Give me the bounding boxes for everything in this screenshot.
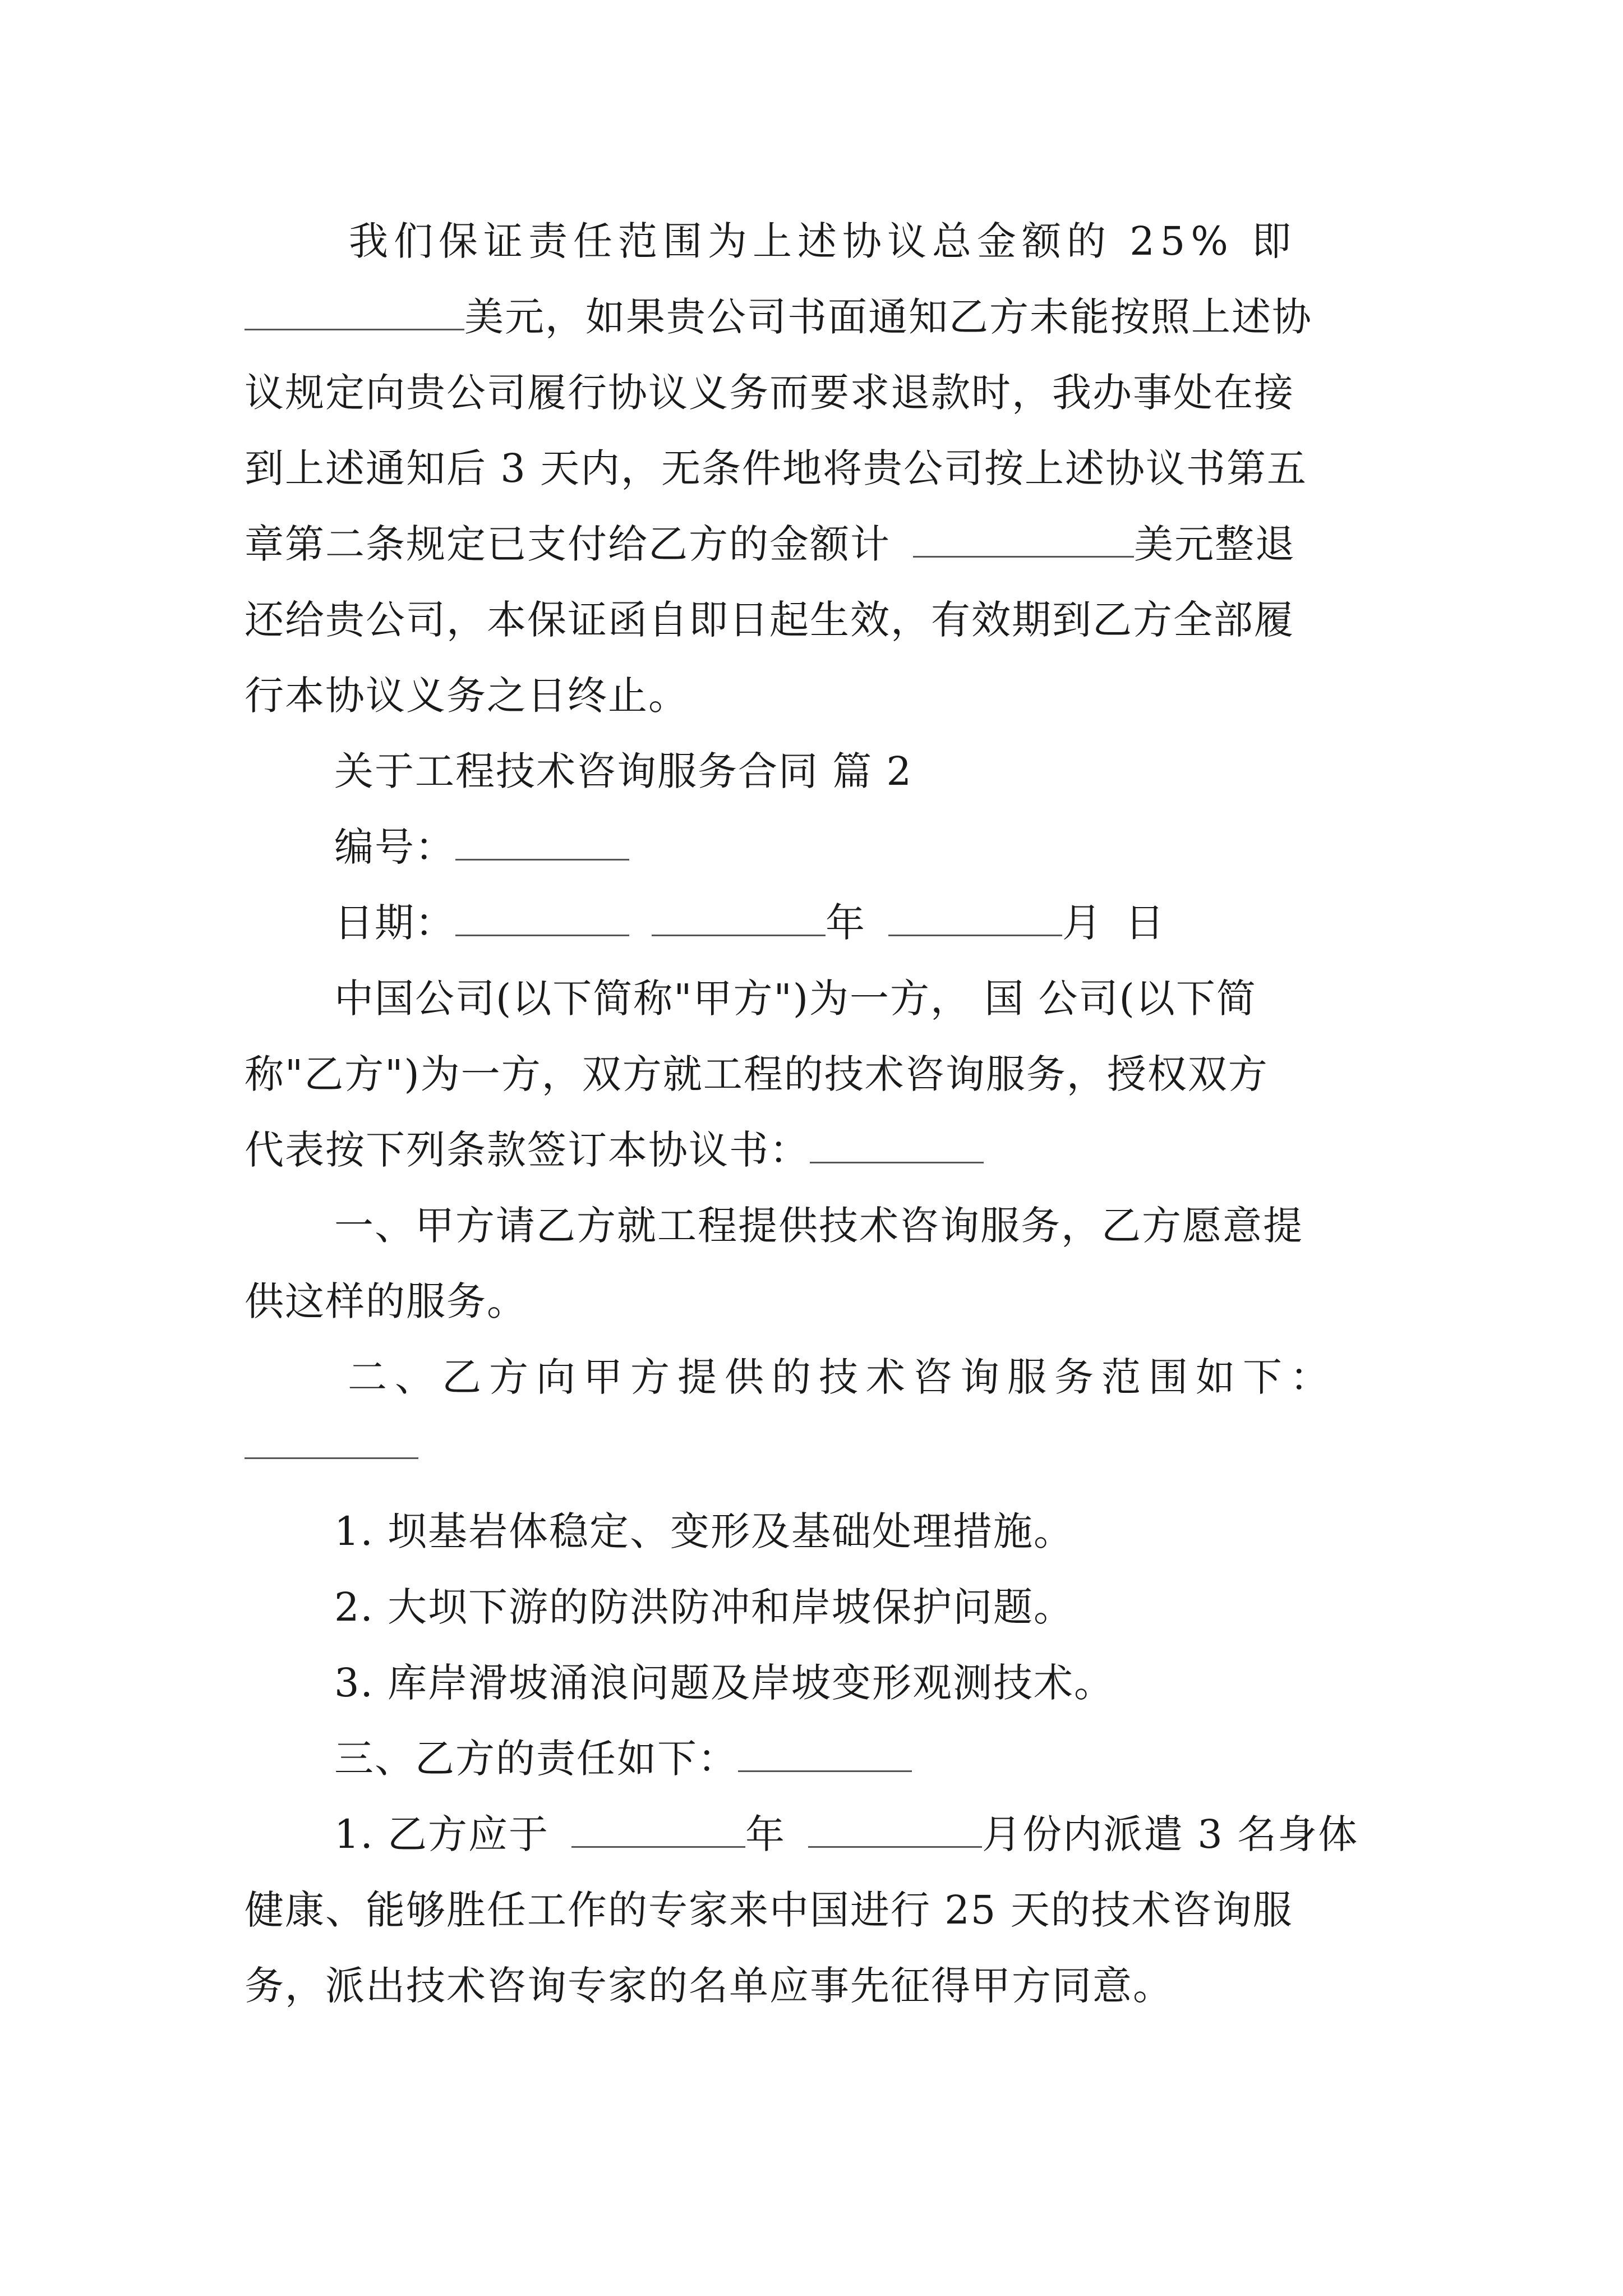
paragraph-2-line-1: 中国公司(以下简称"甲方")为一方， 国 公司(以下简 [334,976,1257,1022]
number-blank[interactable] [455,824,629,861]
paragraph-1-line-7: 行本协议义务之日终止。 [245,673,689,719]
scope-item-1: 1. 坝基岩体稳定、变形及基础处理措施。 [334,1508,1075,1554]
refund-amount-blank[interactable] [913,521,1134,558]
date-line [334,895,1165,951]
duty-1-line-2: 健康、能够胜任工作的专家来中国进行 25 天的技术咨询服 [245,1887,1293,1933]
number-label: 编号： [334,824,455,870]
section-heading: 关于工程技术咨询服务合同 篇 2 [334,748,913,794]
paragraph-4-line-1: 二、乙方向甲方提供的技术咨询服务范围如下： [348,1354,1337,1400]
date-blank-1[interactable] [455,900,629,936]
date-year-blank[interactable] [652,900,826,936]
date-month-blank[interactable] [888,900,1062,936]
duty-1-prefix: 1. 乙方应于 [334,1811,550,1857]
duty-year-blank[interactable] [571,1811,745,1848]
date-month-label: 月 [1062,900,1103,946]
paragraph-3-line-2: 供这样的服务。 [245,1278,527,1324]
paragraph-1-line-6: 还给贵公司，本保证函自即日起生效，有效期到乙方全部履 [245,597,1294,643]
paragraph-2-line-3 [245,1122,984,1178]
duty-1-line-1 [334,1806,1358,1862]
paragraph-1-line-2 [245,289,1312,345]
scope-item-3: 3. 库岸滑坡涌浪问题及岸坡变形观测技术。 [334,1660,1115,1706]
agreement-blank[interactable] [810,1127,984,1163]
amount-blank[interactable] [245,294,464,330]
duty-heading-line [334,1731,912,1787]
paragraph-3-line-1: 一、甲方请乙方就工程提供技术咨询服务，乙方愿意提 [334,1203,1303,1249]
duty-1-line-3: 务，派出技术咨询专家的名单应事先征得甲方同意。 [245,1963,1173,2009]
paragraph-2-line-2: 称"乙方")为一方，双方就工程的技术咨询服务，授权双方 [245,1051,1269,1097]
duty-blank[interactable] [738,1736,912,1772]
paragraph-1-line-5-text-a: 章第二条规定已支付给乙方的金额计 [245,521,891,567]
paragraph-1-line-5 [245,516,1295,572]
duty-year-label: 年 [745,1811,786,1857]
date-label: 日期： [334,900,455,946]
scope-blank[interactable] [245,1457,418,1459]
paragraph-2-line-3-text: 代表按下列条款签订本协议书： [245,1127,810,1173]
duty-month-blank[interactable] [808,1811,982,1848]
duty-heading: 三、乙方的责任如下： [334,1736,738,1782]
scope-item-2: 2. 大坝下游的防洪防冲和岸坡保护问题。 [334,1584,1075,1630]
date-year-label: 年 [826,900,866,946]
paragraph-1-line-1: 我们保证责任范围为上述协议总金额的 25% 即 [349,218,1297,264]
duty-1-line-1-text: 月份内派遣 3 名身体 [982,1811,1359,1857]
date-day-label: 日 [1125,900,1165,946]
number-line [334,819,629,875]
paragraph-1-line-3: 议规定向贵公司履行协议义务而要求退款时，我办事处在接 [245,370,1294,416]
paragraph-1-line-2-text: 美元，如果贵公司书面通知乙方未能按照上述协 [464,294,1312,340]
paragraph-1-line-5-text-b: 美元整退 [1134,521,1295,567]
paragraph-1-line-4: 到上述通知后 3 天内，无条件地将贵公司按上述协议书第五 [245,445,1308,491]
